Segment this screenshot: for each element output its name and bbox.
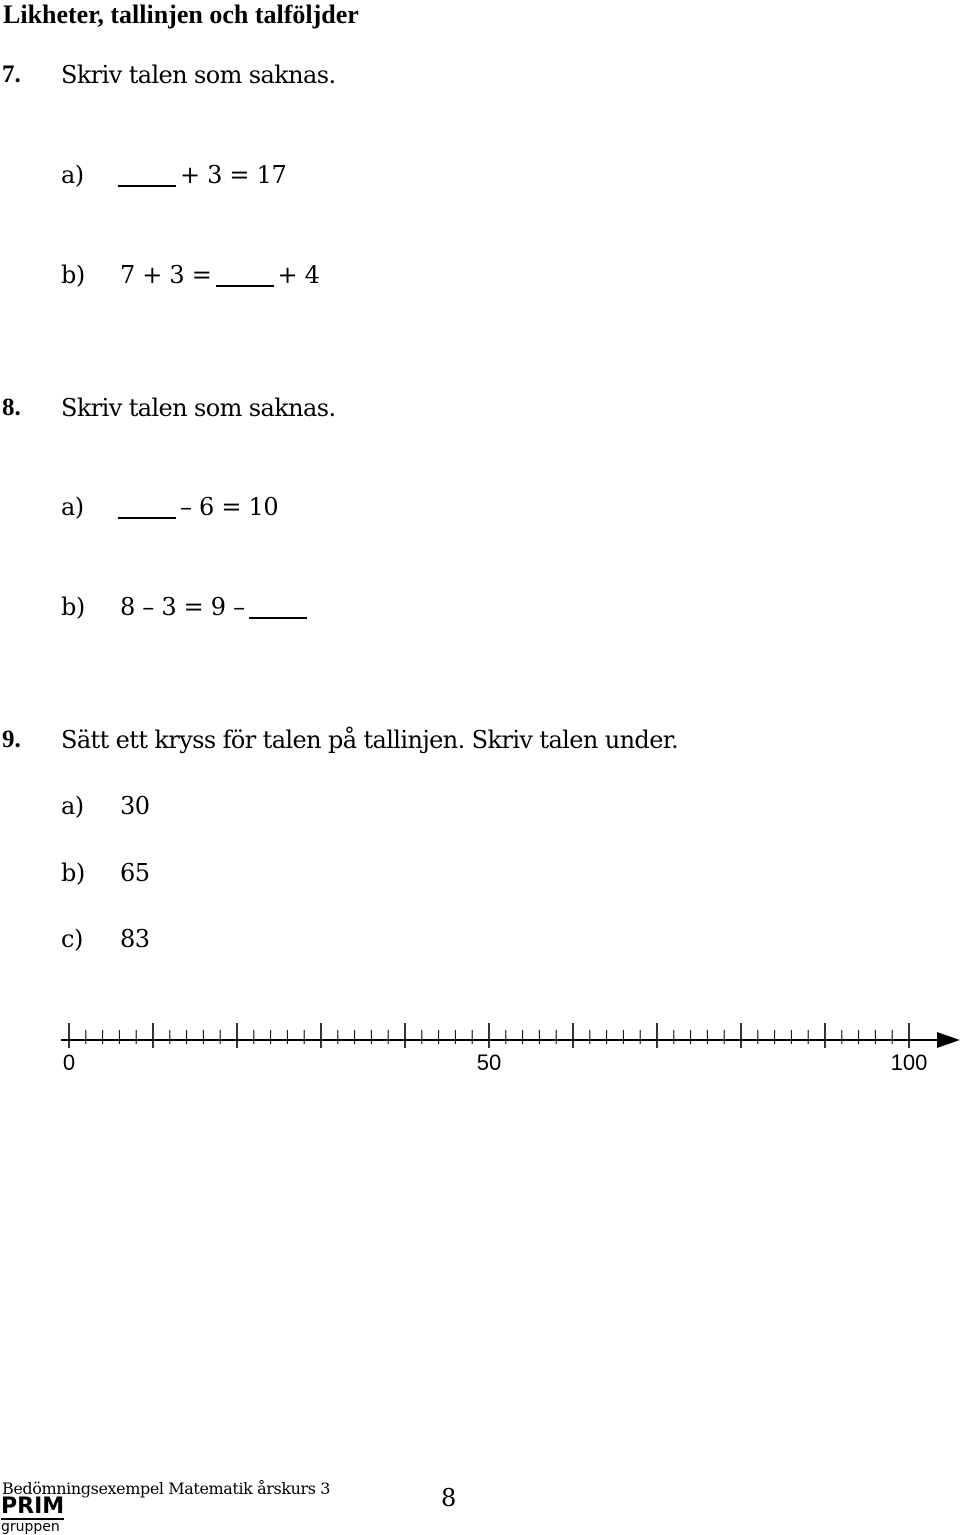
answer-blank-8a[interactable] <box>118 493 176 519</box>
question-7-text: Skriv talen som saknas. <box>61 61 336 89</box>
question-7b-expression <box>120 260 320 290</box>
question-8b-expression <box>120 592 311 622</box>
question-8a-expression <box>118 492 278 522</box>
question-9b-value: 65 <box>120 859 150 887</box>
page-title: Likheter, tallinjen och talföljder <box>3 0 359 29</box>
question-9-number: 9. <box>2 726 21 753</box>
question-9c-value: 83 <box>120 925 150 953</box>
question-9-text: Sätt ett kryss för talen på tallinjen. Skriv talen under. <box>61 726 679 754</box>
question-7a-after: + 3 = 17 <box>180 161 287 189</box>
question-7b-after: + 4 <box>277 261 320 289</box>
answer-blank-7b[interactable] <box>216 261 274 287</box>
question-9c-label: c) <box>61 925 83 953</box>
question-8-text: Skriv talen som saknas. <box>61 394 336 422</box>
question-8-number: 8. <box>2 394 21 421</box>
tick-label: 0 <box>62 1050 76 1075</box>
question-8b-before: 8 – 3 = 9 – <box>120 593 245 621</box>
answer-blank-8b[interactable] <box>249 593 307 619</box>
question-7a-expression <box>118 160 287 190</box>
question-8a-after: – 6 = 10 <box>180 493 279 521</box>
number-line-arrowhead <box>937 1032 960 1048</box>
question-9a-value: 30 <box>120 792 150 820</box>
tick-label: 100 <box>890 1050 928 1075</box>
question-9b-label: b) <box>61 859 85 887</box>
page-number: 8 <box>441 1484 457 1512</box>
logo-sub-text: gruppen <box>1 1519 60 1535</box>
tick-label: 50 <box>476 1050 502 1075</box>
question-7b-label: b) <box>61 261 85 289</box>
number-line-ticks <box>69 1023 909 1048</box>
number-line[interactable] <box>0 1010 960 1090</box>
prim-gruppen-logo <box>1 1496 71 1534</box>
number-line-labels <box>63 1050 927 1075</box>
logo-main-text: PRIM <box>1 1494 65 1519</box>
question-7-number: 7. <box>2 61 21 88</box>
question-9a-label: a) <box>61 792 84 820</box>
question-7b-before: 7 + 3 = <box>120 261 212 289</box>
footer-text: Bedömningsexempel Matematik årskurs 3 <box>2 1479 331 1498</box>
question-8a-label: a) <box>61 493 84 521</box>
question-7a-label: a) <box>61 161 84 189</box>
answer-blank-7a[interactable] <box>118 161 176 187</box>
question-8b-label: b) <box>61 593 85 621</box>
